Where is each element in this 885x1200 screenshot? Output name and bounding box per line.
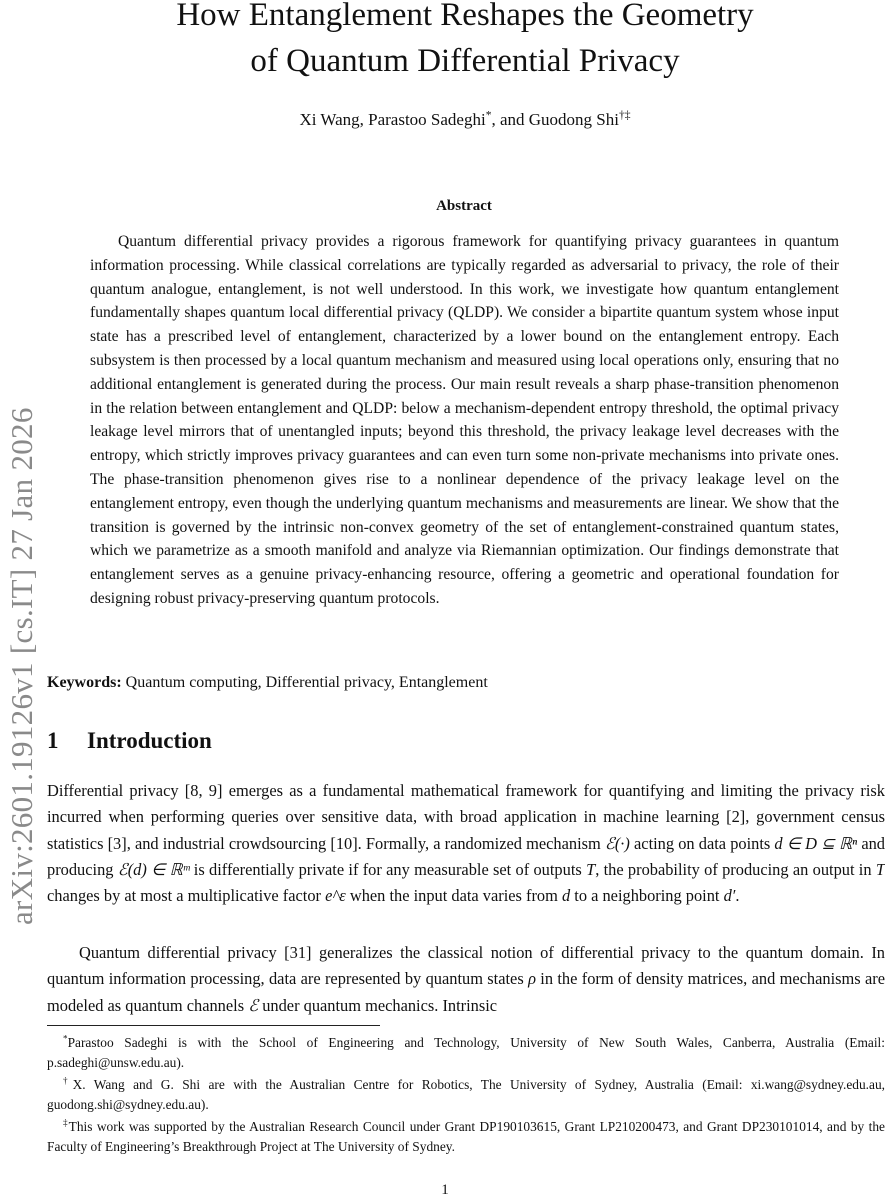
author-list [100,110,830,130]
section-number: 1 [47,728,59,753]
footnote-1-mark: * [63,1033,68,1044]
intro-p1-text-g: when the input data varies from [345,886,562,906]
intro-p1-text-e: , the probability of producing an output in [595,859,876,879]
section-title: Introduction [87,728,212,753]
math-rho: ρ [528,969,536,989]
section-heading-introduction [47,728,212,754]
title-line-2: of Quantum Differential Privacy [250,43,680,79]
intro-p1-text-c: and producing [47,833,885,879]
intro-p1-text-d: is differentially private if for any measurable set of outputs [189,859,587,879]
footnote-2-text: X. Wang and G. Shi are with the Australian Centre for Robotics, The University of Sydney, Australia (Email: xi.wang@sydney.edu.au, guodong.shi@sydney.edu.au). [47,1077,885,1112]
intro-p1-text-a: Differential privacy [8, 9] emerges as a fundamental mathematical framework for quantifying and limiting the privacy risk incurred when performing queries over sensitive data, with broad application in machine learning [2], government census statistics [3], and industrial crowdsourcing [10]. Formally, a randomized mechanism [47,781,885,853]
footnotes [47,1033,885,1159]
intro-p1-text-h: to a neighboring point [570,886,724,906]
intro-paragraph-1 [47,778,885,909]
footnote-1 [47,1033,885,1072]
math-channel: ℰ [248,995,259,1015]
math-epsilon-factor: e^ε [325,886,346,906]
keywords-label: Keywords: [47,674,122,691]
author-wang: Xi Wang, [299,110,369,129]
author-separator: , and [491,110,529,129]
math-domain: d ∈ D ⊆ ℝⁿ [774,833,858,853]
paper-title [100,0,830,84]
keywords-value: Quantum computing, Differential privacy, Entanglement [121,674,488,691]
footnote-1-text: Parastoo Sadeghi is with the School of Engineering and Technology, University of New South Wales, Canberra, Australia (Email: p.sadeghi@unsw.edu.au). [47,1035,885,1070]
math-T: T [586,859,596,879]
footnote-2-mark: † [63,1075,73,1086]
author-shi-footnote-mark: †‡ [619,108,631,122]
keywords-line [47,674,847,692]
author-shi: Guodong Shi [528,110,619,129]
page-number: 1 [441,1182,449,1198]
math-d-prime: d′ [723,886,736,906]
intro-p1-text-i: . [735,886,740,906]
intro-paragraph-2 [47,940,885,1019]
author-sadeghi-footnote-mark: * [485,108,492,122]
math-d: d [561,886,571,906]
intro-p2-text-c: under quantum mechanics. Intrinsic [258,995,498,1015]
title-line-1: How Entanglement Reshapes the Geometry [176,0,754,33]
footnote-divider [47,1025,380,1026]
abstract-text: Quantum differential privacy provides a rigorous framework for quantifying privacy guarantees in quantum information processing. While classical correlations are typically regarded as adversarial to privacy, the role of their quantum analogue, entanglement, is not well understood. In this work, we investigate how quantum entanglement fundamentally shapes quantum local differential privacy (QLDP). We consider a bipartite quantum system whose input state has a prescribed level of entanglement, characterized by a lower bound on the entanglement entropy. Each subsystem is then processed by a local quantum mechanism and measured using local operations only, ensuring that no additional entanglement is generated during the process. Our main result reveals a sharp phase-transition phenomenon in the relation between entanglement and QLDP: below a mechanism-dependent entropy threshold, the optimal privacy leakage level mirrors that of unentangled inputs; beyond this threshold, the privacy leakage level decreases with the entropy, which strictly improves privacy guarantees and can even turn some non-private mechanisms into private ones. The phase-transition phenomenon gives rise to a nonlinear dependence of the privacy leakage level on the entanglement entropy, even though the underlying quantum mechanisms and measurements are linear. We show that the transition is governed by the intrinsic non-convex geometry of the set of entanglement-constrained quantum states, which we parametrize as a smooth manifold and analyze via Riemannian optimization. Our findings demonstrate that entanglement serves as a genuine privacy-enhancing resource, offering a geometric and operational foundation for designing robust privacy-preserving quantum protocols. [90,233,839,607]
math-T: T [875,859,885,879]
intro-p2-text-b: in the form of density matrices, and mechanisms are modeled as quantum channels [47,969,885,1015]
intro-p1-text-b: acting on data points [629,833,775,853]
footnote-3 [47,1117,885,1156]
footnote-3-mark: ‡ [63,1117,69,1128]
arxiv-identifier-stamp: arXiv:2601.19126v1 [cs.IT] 27 Jan 2026 [4,407,39,925]
intro-p2-text-a: Quantum differential privacy [31] generalizes the classical notion of differential privacy to the quantum domain. In quantum information processing, data are represented by quantum states [47,943,885,989]
footnote-2 [47,1075,885,1114]
intro-p1-text-f: changes by at most a multiplicative factor [47,886,326,906]
math-mechanism: ℰ(·) [604,833,630,853]
footnote-3-text: This work was supported by the Australian Research Council under Grant DP190103615, Grant LP210200473, and Grant DP230101014, and by the Faculty of Engineering’s Breakthrough Project at The University of Sydney. [47,1119,885,1154]
author-sadeghi: Parastoo Sadeghi [368,110,486,129]
abstract-heading: Abstract [436,198,492,214]
math-output: ℰ(d) ∈ ℝᵐ [117,859,190,879]
